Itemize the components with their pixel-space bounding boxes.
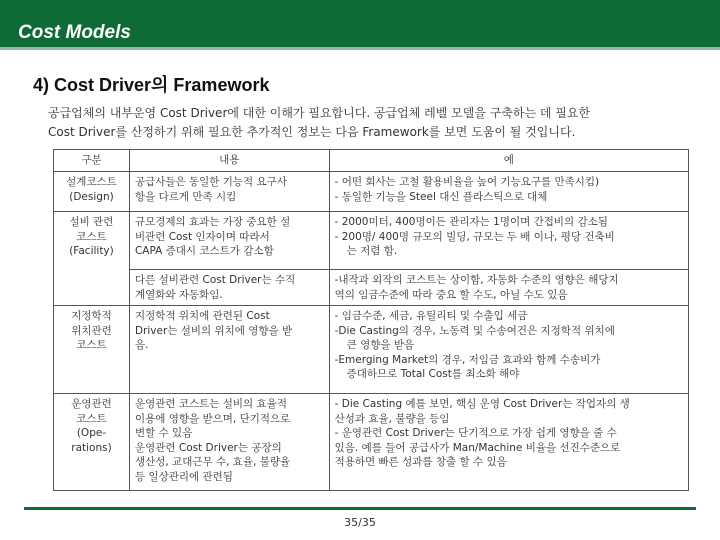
example-text: - Die Casting 예를 보면, 핵심 운영 Cost Driver는 작업자의 생 (334, 398, 630, 410)
content-text: 비관련 Cost 인자이며 따라서 (134, 230, 270, 243)
example-text: - 임금수준, 세금, 유틸리티 및 수출입 세금 (334, 310, 528, 322)
table-row (54, 270, 689, 306)
content-text: 변할 수 있음 (134, 427, 193, 439)
content-cell (129, 270, 329, 306)
category-text: (Design) (69, 190, 114, 203)
table-row (54, 212, 689, 270)
category-text: (Ope- (76, 427, 107, 439)
content-cell (129, 172, 329, 212)
content-text: 음. (134, 339, 149, 351)
example-text: - 운영관련 Cost Driver는 단기적으로 가장 쉽게 영향을 줄 수 (334, 427, 617, 439)
example-text: - 어떤 회사는 고철 활용비율을 높여 기능요구를 만족시킴) (334, 176, 600, 188)
example-text: -Die Casting의 경우, 노동력 및 수송여건은 지정학적 위치에 (334, 324, 615, 337)
content-text: 이용에 영향을 받으며, 단기적으로 (134, 412, 291, 425)
table-header-row (54, 150, 689, 172)
content-text: 운영관련 코스트는 설비의 효율적 (134, 398, 287, 410)
column-header-content: 내용 (129, 150, 329, 172)
category-cell (54, 394, 130, 491)
section-title: 4) Cost Driver의 Framework (33, 75, 270, 95)
intro-text (48, 104, 688, 142)
category-text: 운영관련 (71, 398, 112, 410)
example-text: 적용하면 빠른 성과를 창출 할 수 있음 (334, 456, 507, 468)
example-cell (329, 212, 688, 270)
example-text: 큰 영향을 받음 (346, 339, 415, 351)
example-text: - 동일한 기능을 Steel 대신 플라스틱으로 대체 (334, 190, 548, 203)
cost-driver-table (53, 149, 689, 491)
category-text: 지정학적 (71, 310, 112, 322)
example-text: 증대하므로 Total Cost를 최소화 해야 (346, 368, 520, 380)
example-text: 는 저렴 함. (346, 245, 398, 257)
example-cell (329, 172, 688, 212)
content-text: 계열화와 자동화임. (134, 288, 223, 301)
content-cell (129, 306, 329, 394)
category-text: 코스트 (76, 230, 107, 243)
content-text: 생산성, 교대근무 수, 효율, 불량율 (134, 456, 291, 468)
category-cell (54, 172, 130, 212)
example-cell (329, 270, 688, 306)
example-text: 산성과 효율, 불량을 등임 (334, 412, 450, 425)
category-text: 설계코스트 (66, 176, 117, 188)
slide-header (0, 0, 720, 50)
example-text: 역의 임금수준에 따라 중요 할 수도, 아닐 수도 있음 (334, 288, 568, 301)
category-cell (54, 306, 130, 394)
content-text: 운영관련 Cost Driver는 공장의 (134, 441, 282, 454)
footer-divider (24, 507, 696, 510)
content-cell (129, 212, 329, 270)
example-text: - 200명/ 400명 규모의 빌딩, 규모는 두 배 이나, 평당 건축비 (334, 230, 615, 243)
content-text: 규모경제의 효과는 가장 중요한 설 (134, 216, 291, 228)
category-text: 코스트 (76, 339, 107, 351)
column-header-category: 구분 (54, 150, 130, 172)
category-text: 설비 관련 (69, 216, 114, 228)
table-row (54, 394, 689, 491)
example-cell (329, 306, 688, 394)
intro-line: Cost Driver를 산정하기 위해 필요한 추가적인 정보는 다음 Framework를 보면 도움이 될 것입니다. (48, 125, 576, 139)
category-cell (54, 212, 130, 306)
content-text: 항을 다르게 만족 시킴 (134, 190, 237, 203)
category-text: rations) (71, 441, 112, 454)
content-text: CAPA 증대시 코스트가 감소함 (134, 245, 274, 257)
category-text: 코스트 (76, 412, 107, 425)
content-text: 지정학적 위치에 관련된 Cost (134, 310, 270, 322)
example-text: -내작과 외작의 코스트는 상이함, 자동화 수준의 영향은 해당지 (334, 274, 619, 286)
category-text: 위치관련 (71, 324, 112, 337)
example-cell (329, 394, 688, 491)
example-text: 있음. 예를 들어 공급사가 Man/Machine 비율을 선진수준으로 (334, 441, 621, 454)
intro-line: 공급업체의 내부운영 Cost Driver에 대한 이해가 필요합니다. 공급업체 레벨 모델을 구축하는 데 필요한 (48, 106, 591, 120)
example-text: -Emerging Market의 경우, 저임금 효과와 함께 수송비가 (334, 353, 601, 366)
content-text: 등 일상관리에 관련됨 (134, 470, 233, 483)
slide-title: Cost Models (18, 22, 131, 43)
table-row (54, 172, 689, 212)
page-number: 35/35 (344, 516, 376, 529)
category-text: (Facility) (69, 245, 114, 257)
content-text: 다른 설비관련 Cost Driver는 수직 (134, 274, 296, 286)
example-text: - 2000미터, 400명이든 관리자는 1명이며 간접비의 감소됨 (334, 216, 608, 228)
content-text: Driver는 설비의 위치에 영향을 받 (134, 324, 293, 337)
content-cell (129, 394, 329, 491)
table-row (54, 306, 689, 394)
content-text: 공급사들은 동일한 기능적 요구사 (134, 176, 287, 188)
column-header-example: 예 (329, 150, 688, 172)
